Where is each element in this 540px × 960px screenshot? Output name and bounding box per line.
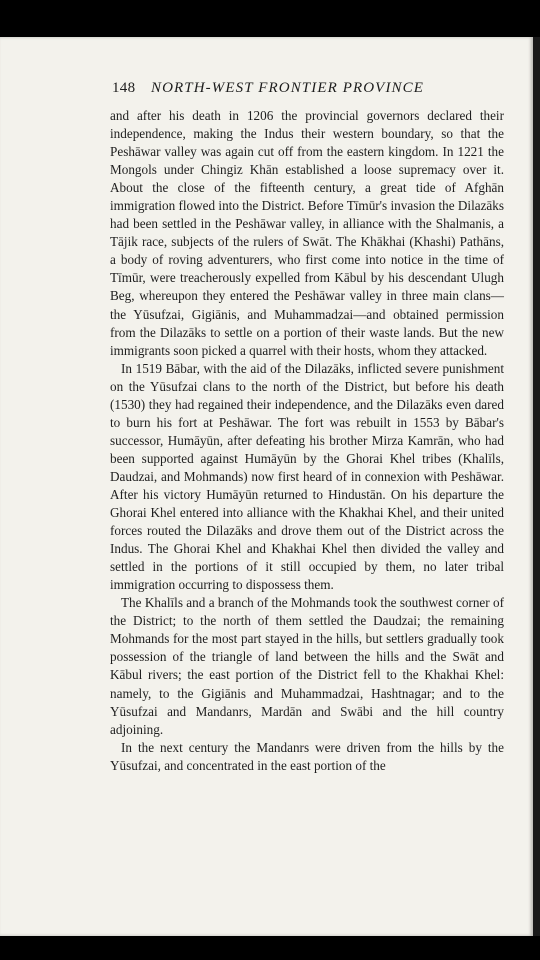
paragraph-2: In 1519 Bābar, with the aid of the Dilazāks, inflicted severe punishment on the Yūsufzai clans to the north of the District, but before his death (1530) they had regained their independence, and the Dilazāks even dared to burn his fort at Peshāwar. The fort was rebuilt in 1553 by Bābar's successor, Humāyūn, after defeating his brother Mirza Kamrān, who had been supported against Humāyūn by the Ghorai Khel tribes (Khalīls, Daudzai, and Mohmands) now first heard of in connexion with Peshāwar. After his victory Humāyūn returned to Hindustān. On his departure the Ghorai Khel entered into alliance with the Khakhai Khel, and their united forces routed the Dilazāks and drove them out of the District across the Indus. The Ghorai Khel and Khakhai Khel then divided the valley and settled in the portions of it still occupied by them, no later tribal immigration occurring to dispossess them. [110,360,504,593]
page-body [110,107,504,775]
page-header [112,80,504,100]
bottom-black-bar [0,936,540,960]
top-black-bar [0,0,540,37]
paragraph-4: In the next century the Mandanrs were driven from the hills by the Yūsufzai, and concentrated in the east portion of the [110,739,504,773]
paragraph-1: and after his death in 1206 the provincial governors declared their independence, making the Indus their western boundary, so that the Peshāwar valley was again cut off from the eastern kingdom. In 1221 the Mongols under Chingiz Khān established a loose supremacy over it. About the close of the fifteenth century, a great tide of Afghān immigration flowed into the District. Before Tīmūr's invasion the Dilazāks had been settled in the Peshāwar valley, in alliance with the Shalmanis, a Tājik race, subjects of the rulers of Swāt. The Khākhai (Khashi) Pathāns, a body of roving adventurers, who first come into notice in the time of Tīmūr, were treacherously expelled from Kābul by his descendant Ulugh Beg, whereupon they entered the Peshāwar valley in three main clans—the Yūsufzai, Gigiānis, and Muhammadzai—and obtained permission from the Dilazāks to settle on a portion of their waste lands. But the new immigrants soon picked a quarrel with their hosts, whom they attacked. [110,108,505,358]
paragraph-3: The Khalīls and a branch of the Mohmands took the southwest corner of the District; to the north of them settled the Daudzai; the remaining Mohmands for the most part stayed in the hills, but settlers gradually took possession of the triangle of land between the hills and the Swāt and Kābul rivers; the east portion of the District fell to the Khakhai Khel: namely, to the Gigiānis and Muhammadzai, Hashtnagar; and to the Yūsufzai and Mandanrs, Mardān and Swābi and the hill country adjoining. [110,595,504,737]
page-number: 148 [112,80,136,96]
running-title: NORTH-WEST FRONTIER PROVINCE [151,80,425,96]
page-edge-shadow [533,37,540,936]
